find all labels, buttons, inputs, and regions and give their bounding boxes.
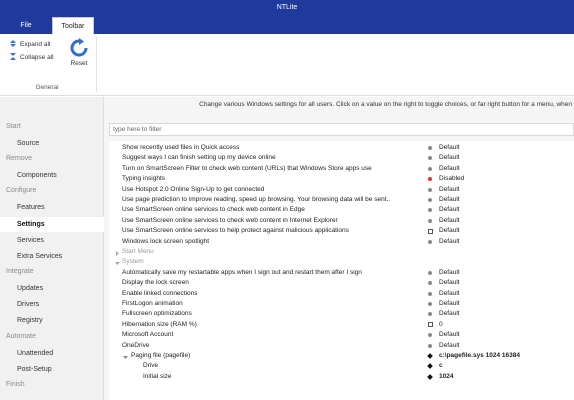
- tab-toolbar[interactable]: Toolbar: [52, 17, 94, 34]
- setting-label: Microsoft Account: [122, 331, 174, 339]
- diamond-icon: [427, 363, 433, 369]
- setting-label: Use SmartScreen online services to check web content in Edge: [122, 206, 305, 214]
- default-dot-icon: [427, 332, 433, 338]
- setting-label: Use page prediction to improve reading, speed up browsing. Your browsing data will be sent..: [122, 196, 391, 203]
- sidebar-item-updates[interactable]: Updates: [17, 285, 44, 292]
- sidebar-header-configure: Configure: [6, 187, 37, 194]
- setting-row[interactable]: [109, 216, 574, 226]
- sidebar: [0, 97, 104, 400]
- setting-row[interactable]: [109, 289, 574, 299]
- filter-input[interactable]: [109, 123, 574, 136]
- setting-value[interactable]: Default: [439, 310, 460, 318]
- default-dot-icon: [427, 343, 433, 349]
- setting-row[interactable]: [109, 372, 574, 382]
- reset-button[interactable]: [66, 38, 92, 67]
- setting-label: Show recently used files in Quick access: [122, 144, 240, 151]
- reset-icon: [69, 38, 89, 58]
- setting-label: OneDrive: [122, 341, 150, 349]
- disabled-dot-icon: [427, 176, 433, 182]
- setting-label: Enable linked connections: [122, 289, 198, 297]
- default-dot-icon: [427, 311, 433, 317]
- sidebar-item-settings[interactable]: Settings: [0, 217, 104, 232]
- setting-value[interactable]: Disabled: [439, 175, 465, 183]
- ribbon-group-general: General: [35, 84, 59, 91]
- setting-label: Typing insights: [122, 175, 165, 183]
- default-dot-icon: [427, 197, 433, 203]
- setting-row[interactable]: [109, 195, 574, 205]
- sidebar-item-unattended[interactable]: Unattended: [17, 350, 54, 357]
- sidebar-item-extra-services[interactable]: Extra Services: [17, 253, 63, 260]
- expand-all-label: Expand all: [20, 40, 51, 48]
- tab-file[interactable]: File: [20, 22, 32, 29]
- setting-row[interactable]: [109, 237, 574, 247]
- setting-row[interactable]: [109, 361, 574, 371]
- setting-row[interactable]: [109, 268, 574, 278]
- sidebar-item-components[interactable]: Components: [17, 172, 57, 179]
- default-dot-icon: [427, 145, 433, 151]
- default-dot-icon: [427, 301, 433, 307]
- sidebar-item-post-setup[interactable]: Post-Setup: [17, 366, 52, 373]
- setting-value[interactable]: 0: [439, 320, 443, 328]
- sidebar-item-drivers[interactable]: Drivers: [17, 301, 40, 308]
- setting-value[interactable]: Default: [439, 279, 460, 287]
- setting-row[interactable]: [109, 185, 574, 195]
- collapse-all-button[interactable]: [9, 53, 54, 61]
- title-bar: [0, 0, 574, 17]
- setting-label: Windows lock screen spotlight: [122, 237, 210, 245]
- sidebar-header-finish: Finish: [6, 381, 25, 388]
- setting-value[interactable]: Default: [439, 331, 460, 339]
- ribbon-tab-bar: [0, 17, 574, 34]
- expand-all-button[interactable]: [9, 40, 50, 48]
- collapse-all-icon: [9, 53, 17, 61]
- default-dot-icon: [427, 166, 433, 172]
- setting-value[interactable]: Default: [439, 164, 460, 172]
- setting-value[interactable]: Default: [439, 144, 460, 151]
- default-dot-icon: [427, 239, 433, 245]
- setting-label: Display the lock screen: [122, 279, 189, 287]
- setting-row[interactable]: [109, 330, 574, 340]
- setting-row[interactable]: [109, 309, 574, 319]
- ribbon-group-separator: [96, 36, 97, 92]
- setting-row[interactable]: [109, 153, 574, 163]
- setting-value[interactable]: c:\pagefile.sys 1024 16384: [439, 352, 520, 359]
- collapse-all-label: Collapse all: [20, 53, 54, 61]
- setting-label: Initial size: [143, 372, 172, 380]
- setting-value[interactable]: Default: [439, 206, 460, 214]
- category-label: Start Menu: [122, 248, 154, 255]
- setting-label: FirstLogon animation: [122, 300, 183, 307]
- setting-row[interactable]: [109, 174, 574, 184]
- sidebar-item-services[interactable]: Services: [17, 237, 44, 244]
- setting-row[interactable]: [109, 205, 574, 215]
- sidebar-header-integrate: Integrate: [6, 268, 34, 275]
- expand-all-icon: [9, 40, 17, 48]
- setting-label: Hibernation size (RAM %): [122, 320, 197, 328]
- default-dot-icon: [427, 280, 433, 286]
- setting-row[interactable]: [109, 164, 574, 174]
- sidebar-header-start: Start: [6, 123, 21, 130]
- setting-label: Turn on SmartScreen Filter to check web content (URLs) that Windows Store apps use: [122, 164, 372, 172]
- checkbox-icon: [427, 228, 433, 234]
- setting-value[interactable]: Default: [439, 268, 460, 276]
- setting-row[interactable]: [109, 226, 574, 236]
- setting-row[interactable]: [109, 351, 574, 361]
- ribbon: [0, 34, 574, 96]
- reset-label: Reset: [70, 60, 88, 67]
- setting-row[interactable]: [109, 143, 574, 153]
- setting-row[interactable]: [109, 341, 574, 351]
- category-system[interactable]: [109, 257, 574, 267]
- setting-value[interactable]: Default: [439, 289, 460, 297]
- default-dot-icon: [427, 218, 433, 224]
- default-dot-icon: [427, 291, 433, 297]
- setting-row[interactable]: [109, 278, 574, 288]
- setting-value[interactable]: Default: [439, 216, 460, 224]
- setting-value[interactable]: Default: [439, 185, 460, 193]
- sidebar-header-automate: Automate: [6, 333, 36, 340]
- setting-row[interactable]: [109, 320, 574, 330]
- default-dot-icon: [427, 207, 433, 213]
- settings-panel: [104, 97, 574, 400]
- setting-value[interactable]: Default: [439, 227, 460, 235]
- sidebar-item-source[interactable]: Source: [17, 140, 40, 147]
- setting-label: Drive: [143, 362, 159, 370]
- setting-value[interactable]: 1024: [439, 372, 454, 380]
- setting-row[interactable]: [109, 299, 574, 309]
- settings-list: [109, 141, 574, 400]
- sidebar-item-registry[interactable]: Registry: [17, 317, 43, 324]
- sidebar-item-features[interactable]: Features: [17, 204, 45, 211]
- diamond-icon: [427, 353, 433, 359]
- diamond-icon: [427, 374, 433, 380]
- setting-value[interactable]: c: [439, 362, 443, 370]
- default-dot-icon: [427, 187, 433, 193]
- setting-value[interactable]: Default: [439, 196, 460, 203]
- setting-value[interactable]: Default: [439, 300, 460, 307]
- setting-label: Suggest ways I can finish setting up my device online: [122, 154, 276, 162]
- settings-description: Change various Windows settings for all users. Click on a value on the right to toggle choices, or far right button for a menu, when: [199, 101, 572, 108]
- setting-value[interactable]: Default: [439, 341, 460, 349]
- setting-label: Paging file (pagefile): [131, 352, 191, 359]
- setting-value[interactable]: Default: [439, 237, 460, 245]
- setting-label: Use SmartScreen online services to help protect against malicious applications: [122, 227, 349, 235]
- sidebar-header-remove: Remove: [6, 155, 33, 162]
- category-label: System: [122, 258, 144, 266]
- setting-value[interactable]: Default: [439, 154, 460, 162]
- default-dot-icon: [427, 155, 433, 161]
- app-title: NTLite: [276, 4, 298, 11]
- setting-label: Use SmartScreen online services to check web content in Internet Explorer: [122, 216, 338, 224]
- setting-label: Fullscreen optimizations: [122, 310, 192, 318]
- category-start-menu[interactable]: [109, 247, 574, 257]
- checkbox-icon: [427, 322, 433, 328]
- setting-label: Automatically save my restartable apps when I sign out and restart them after I sign: [122, 268, 362, 276]
- setting-label: Use Hotspot 2.0 Online Sign-Up to get connected: [122, 185, 265, 193]
- default-dot-icon: [427, 270, 433, 276]
